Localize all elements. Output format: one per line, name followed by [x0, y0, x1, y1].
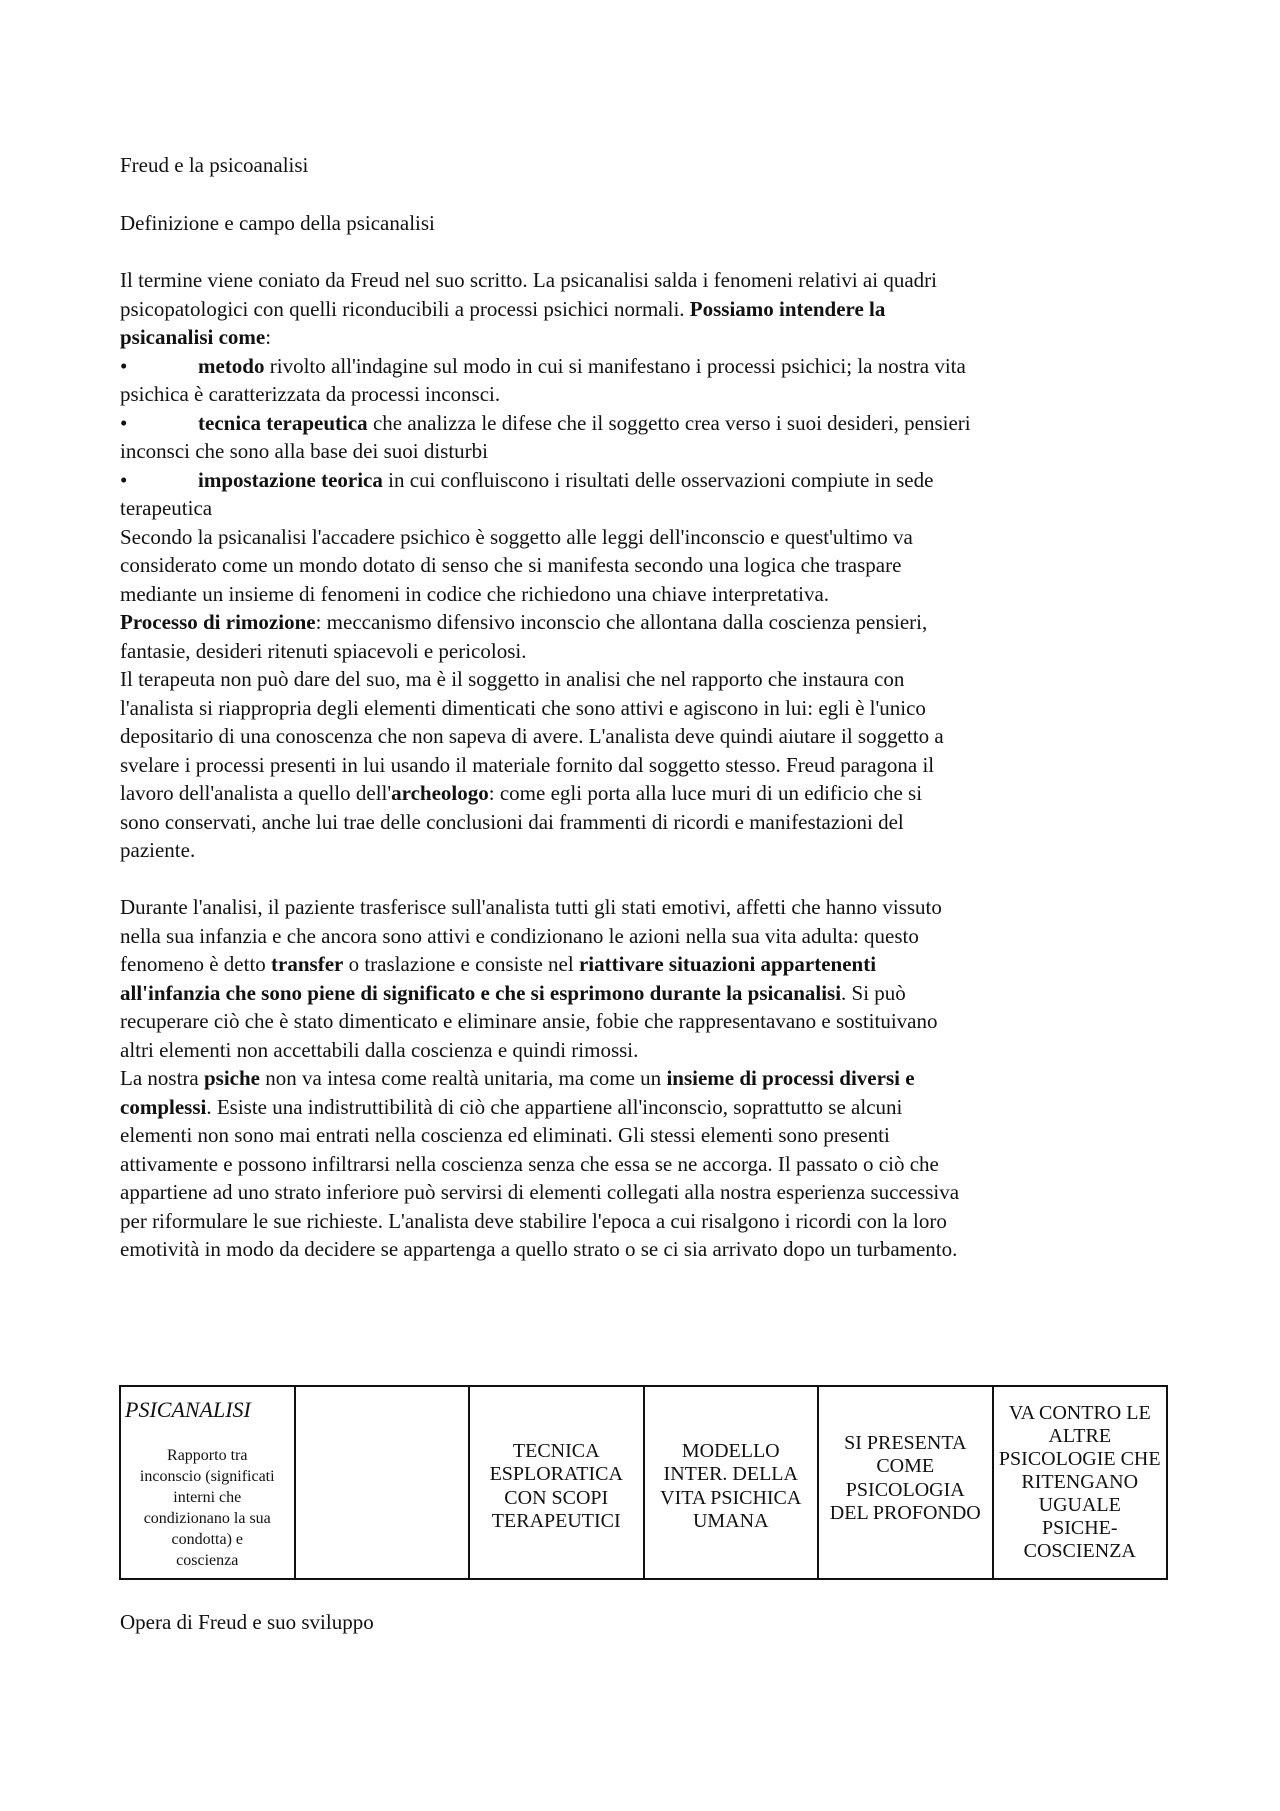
body-text: [120, 266, 1160, 865]
text-line: psicanalisi come:: [120, 325, 272, 349]
text-line: nella sua infanzia e che ancora sono attivi e condizionano le azioni nella sua vita adulta: questo: [120, 923, 919, 948]
text-line: inconsci che sono alla base dei suoi disturbi: [120, 439, 489, 463]
text-line: attivamente e possono infiltrarsi nella coscienza senza che essa se ne accorga. Il passato o ciò che: [120, 1151, 939, 1176]
text-line: Il terapeuta non può dare del suo, ma è il soggetto in analisi che nel rapporto che instaura con: [120, 667, 905, 691]
text-line: psicopatologici con quelli riconducibili a processi psichici normali. Possiamo intendere la: [120, 296, 886, 321]
summary-table: [119, 1385, 1168, 1580]
bullet-item: • tecnica terapeutica che analizza le difese che il soggetto crea verso i suoi desideri, pensieri: [120, 409, 1160, 438]
cell-title: PSICANALISI: [125, 1396, 251, 1422]
text-line: all'infanzia che sono piene di significato e che si esprimono durante la psicanalisi. Si può: [120, 980, 906, 1005]
text-line: per riformulare le sue richieste. L'analista deve stabilire l'epoca a cui risalgono i ricordi con la loro: [120, 1208, 947, 1233]
text-line: terapeutica: [120, 496, 213, 520]
section-heading: Definizione e campo della psicanalisi: [120, 211, 435, 235]
text-line: mediante un insieme di fenomeni in codice che richiedono una chiave interpretativa.: [120, 581, 830, 606]
bullet-icon: •: [120, 410, 128, 435]
text-line: elementi non sono mai entrati nella coscienza ed eliminati. Gli stessi elementi sono presenti: [120, 1123, 890, 1147]
table-cell-modello: MODELLO INTER. DELLA VITA PSICHICA UMANA: [644, 1386, 819, 1579]
table-cell-tecnica: TECNICA ESPLORATICA CON SCOPI TERAPEUTICI: [469, 1386, 644, 1579]
text-line: altri elementi non accettabili dalla coscienza e quindi rimossi.: [120, 1037, 639, 1062]
text-line: appartiene ad uno strato inferiore può servirsi di elementi collegati alla nostra esperienza successiva: [120, 1180, 960, 1204]
text-line: La nostra psiche non va intesa come realtà unitaria, ma come un insieme di processi diversi e: [120, 1066, 915, 1090]
table-cell-psicanalisi: [120, 1386, 295, 1579]
text-line: l'analista si riappropria degli elementi dimenticati che sono attivi e agiscono in lui: egli è l'unico: [120, 695, 926, 720]
text-line: Processo di rimozione: meccanismo difensivo inconscio che allontana dalla coscienza pensieri,: [120, 610, 928, 634]
section-heading-opera: Opera di Freud e suo sviluppo: [120, 1610, 374, 1634]
bullet-icon: •: [120, 467, 128, 492]
table-cell-empty: [295, 1386, 470, 1579]
body-text-2: [120, 893, 1160, 1264]
text-line: lavoro dell'analista a quello dell'archeologo: come egli porta alla luce muri di un edificio che si: [120, 781, 923, 805]
text-line: emotività in modo da decidere se appartenga a quello strato o se ci sia arrivato dopo un turbamento.: [120, 1237, 958, 1261]
table-row: [120, 1386, 1167, 1579]
document-title: Freud e la psicoanalisi: [120, 153, 309, 177]
text-line: fenomeno è detto transfer o traslazione e consiste nel riattivare situazioni appartenenti: [120, 952, 877, 976]
text-line: Durante l'analisi, il paziente trasferisce sull'analista tutti gli stati emotivi, affetti che hanno vissuto: [120, 895, 942, 919]
text-line: Secondo la psicanalisi l'accadere psichico è soggetto alle leggi dell'inconscio e quest'ultimo va: [120, 524, 913, 549]
text-line: complessi. Esiste una indistruttibilità di ciò che appartiene all'inconscio, soprattutto se alcuni: [120, 1094, 903, 1119]
text-line: recuperare ciò che è stato dimenticato e eliminare ansie, fobie che rappresentavano e sostituivano: [120, 1009, 938, 1033]
cell-text: Rapporto tra inconscio (significati interni che condizionano la sua condotta) e coscienza: [139, 1446, 275, 1569]
text-line: paziente.: [120, 838, 196, 862]
text-line: fantasie, desideri ritenuti spiacevoli e pericolosi.: [120, 638, 527, 663]
text-line: svelare i processi presenti in lui usando il materiale fornito dal soggetto stesso. Freud paragona il: [120, 752, 935, 777]
table-cell-psicologia: SI PRESENTA COME PSICOLOGIA DEL PROFONDO: [818, 1386, 993, 1579]
bullet-item: • impostazione teorica in cui confluiscono i risultati delle osservazioni compiute in sede: [120, 466, 1160, 495]
text-line: Il termine viene coniato da Freud nel suo scritto. La psicanalisi salda i fenomeni relativi ai quadri: [120, 268, 937, 292]
text-line: sono conservati, anche lui trae delle conclusioni dai frammenti di ricordi e manifestazioni del: [120, 809, 904, 834]
bullet-icon: •: [120, 353, 128, 378]
text-line: psichica è caratterizzata da processi inconsci.: [120, 382, 501, 406]
text-line: depositario di una conoscenza che non sapeva di avere. L'analista deve quindi aiutare il soggetto a: [120, 724, 944, 748]
table-cell-contro: VA CONTRO LE ALTRE PSICOLOGIE CHE RITENGANO UGUALE PSICHE- COSCIENZA: [993, 1386, 1168, 1579]
bullet-item: • metodo rivolto all'indagine sul modo in cui si manifestano i processi psichici; la nostra vita: [120, 352, 1160, 381]
text-line: considerato come un mondo dotato di senso che si manifesta secondo una logica che traspare: [120, 553, 902, 577]
